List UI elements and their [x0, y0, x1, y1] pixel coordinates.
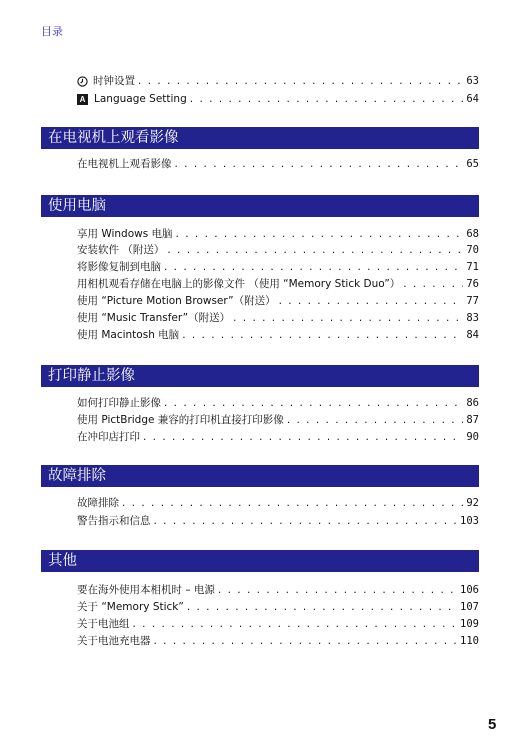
entry-title: 安装软件 （附送）: [77, 244, 165, 256]
entry-page: 86: [466, 397, 479, 409]
entry-page: 110: [460, 635, 479, 647]
toc-entry[interactable]: [77, 600, 479, 614]
entry-title: 使用 “Picture Motion Browser”（附送）: [77, 295, 276, 307]
section-heading-tv: 在电视机上观看影像: [41, 127, 479, 149]
entry-page: 76: [466, 278, 479, 290]
toc-entry[interactable]: [77, 583, 479, 597]
toc-link[interactable]: 目录: [41, 25, 63, 38]
entry-title: 在冲印店打印: [77, 431, 140, 443]
language-icon: A: [77, 94, 88, 105]
entry-page: 84: [466, 329, 479, 341]
section-heading-computer: 使用电脑: [41, 195, 479, 217]
entry-title: 关于电池组: [77, 618, 130, 630]
toc-entry[interactable]: [77, 328, 479, 342]
entry-title: 故障排除: [77, 497, 119, 509]
entry-title: 如何打印静止影像: [77, 397, 161, 409]
entry-title: 使用 Macintosh 电脑: [77, 329, 180, 341]
toc-entry[interactable]: [77, 634, 479, 648]
toc-entry[interactable]: [77, 277, 479, 291]
entry-title: 时钟设置: [93, 75, 135, 87]
toc-entry[interactable]: [77, 243, 479, 257]
clock-icon: [77, 76, 88, 87]
entry-page: 87: [466, 414, 479, 426]
entry-page: 68: [466, 228, 479, 240]
entry-title: 用相机观看存储在电脑上的影像文件 （使用 “Memory Stick Duo”）: [77, 278, 401, 290]
toc-entry-clock-set[interactable]: [77, 74, 479, 88]
toc-entry[interactable]: [77, 396, 479, 410]
page-number: 5: [488, 716, 497, 733]
entry-title: 享用 Windows 电脑: [77, 228, 173, 240]
entry-page: 70: [466, 244, 479, 256]
toc-entry[interactable]: [77, 294, 479, 308]
toc-entry[interactable]: [77, 514, 479, 528]
entry-page: 83: [466, 312, 479, 324]
entry-title: 在电视机上观看影像: [77, 158, 172, 170]
entry-page: 107: [460, 601, 479, 613]
toc-entry[interactable]: [77, 413, 479, 427]
section-heading-troubleshooting: 故障排除: [41, 465, 479, 487]
section-heading-others: 其他: [41, 550, 479, 572]
toc-entry-language-setting[interactable]: [77, 92, 479, 106]
entry-page: 63: [466, 75, 479, 87]
toc-entry[interactable]: [77, 227, 479, 241]
section-heading-printing: 打印静止影像: [41, 365, 479, 387]
toc-entry[interactable]: [77, 157, 479, 171]
entry-page: 71: [466, 261, 479, 273]
toc-entry[interactable]: [77, 430, 479, 444]
entry-title: 要在海外使用本相机时 – 电源: [77, 584, 215, 596]
entry-page: 103: [460, 515, 479, 527]
entry-title: 使用 “Music Transfer”（附送）: [77, 312, 231, 324]
toc-entry[interactable]: [77, 311, 479, 325]
entry-title: 将影像复制到电脑: [77, 261, 161, 273]
entry-title: 警告指示和信息: [77, 515, 151, 527]
entry-page: 64: [466, 93, 479, 105]
toc-entry[interactable]: [77, 496, 479, 510]
entry-title: Language Setting: [94, 93, 187, 105]
entry-page: 65: [466, 158, 479, 170]
entry-title: 关于电池充电器: [77, 635, 151, 647]
entry-title: 使用 PictBridge 兼容的打印机直接打印影像: [77, 414, 284, 426]
entry-page: 106: [460, 584, 479, 596]
entry-page: 90: [466, 431, 479, 443]
entry-title: 关于 “Memory Stick”: [77, 601, 184, 613]
entry-page: 77: [466, 295, 479, 307]
entry-page: 92: [466, 497, 479, 509]
toc-entry[interactable]: [77, 260, 479, 274]
toc-entry[interactable]: [77, 617, 479, 631]
entry-page: 109: [460, 618, 479, 630]
